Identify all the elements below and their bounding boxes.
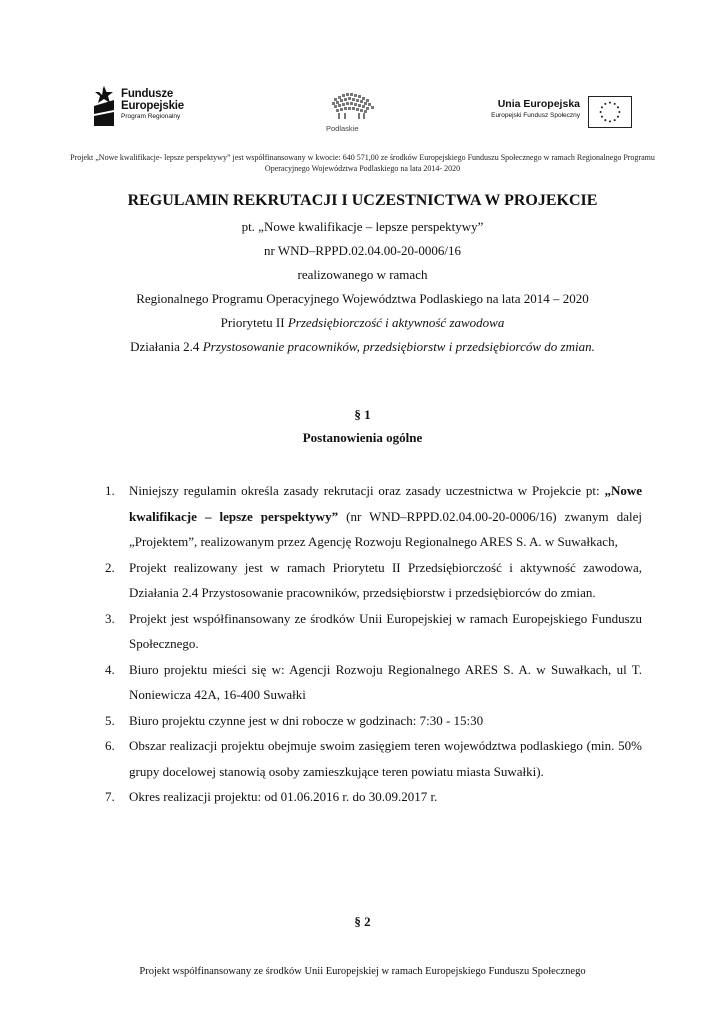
list-item: [105, 657, 642, 708]
list-item-number: 3.: [105, 610, 115, 626]
list-item-text: Okres realizacji projektu: od 01.06.2016 r. do 30.09.2017 r.: [129, 789, 438, 804]
section-1-title: Postanowienia ogólne: [302, 430, 423, 445]
list-item: [105, 478, 642, 555]
list-item: [105, 784, 642, 810]
action-name: Przystosowanie pracowników, przedsiębiorstw i przedsiębiorców do zmian.: [202, 339, 595, 354]
list-item: [105, 555, 642, 606]
logo-fundusze-line3: Program Regionalny: [121, 113, 181, 120]
list-item-number: 6.: [105, 738, 115, 753]
list-item-text: Biuro projektu czynne jest w dni robocze w godzinach: 7:30 - 15:30: [129, 712, 484, 728]
logo-ue-line2: Europejski Fundusz Społeczny: [491, 112, 580, 119]
list-item-text: Biuro projektu mieści się w: Agencji Rozwoju Regionalnego ARES S. A. w Suwałkach, ul T. Noniewicza 42A, 16-400 Suwałki: [129, 661, 642, 702]
logo-ue-line1: Unia Europejska: [497, 98, 580, 110]
list-item-text-cont: (nr WND–RPPD.02.04.00-20-0006/16) zwanym dalej „Projektem”, realizowanym przez Agencję Rozwoju Regionalnego ARES S. A. w Suwałkach,: [129, 508, 642, 549]
list-item-number: 7.: [105, 789, 115, 804]
unia-europejska-logo: [482, 96, 632, 132]
program-line: Regionalnego Programu Operacyjnego Województwa Podlaskiego na lata 2014 – 2020: [136, 291, 589, 306]
page-title: REGULAMIN REKRUTACJI I UCZESTNICTWA W PROJEKCIE: [127, 192, 598, 209]
project-title-bold: „Nowe kwalifikacje – lepsze perspektywy”: [129, 483, 642, 524]
list-item: [105, 606, 642, 657]
list-item-text: Projekt jest współfinansowany ze środków Unii Europejskiej w ramach Europejskiego Funduszu Społecznego.: [129, 610, 642, 651]
priority-prefix: Priorytetu II: [220, 315, 288, 330]
project-number: nr WND–RPPD.02.04.00-20-0006/16: [264, 243, 461, 258]
project-name: pt. „Nowe kwalifikacje – lepsze perspektywy”: [241, 219, 484, 234]
list-item-number: 4.: [105, 661, 115, 677]
priority-name: Przedsiębiorczość i aktywność zawodowa: [287, 315, 505, 330]
list-item-text: Niniejszy regulamin określa zasady rekrutacji oraz zasady uczestnictwa w Projekcie pt:: [129, 483, 605, 498]
list-item-text: Obszar realizacji projektu obejmuje swoim zasięgiem teren województwa podlaskiego (min. 50% grupy docelowej stanowią osoby zamieszkujące teren powiatu miasta Suwałki).: [129, 738, 642, 779]
list-item-text: Projekt realizowany jest w ramach Priorytetu II Przedsiębiorczość i aktywność zawodowa, Działania 2.4 Przystosowanie pracowników, przedsiębiorstw i przedsiębiorców do zmian.: [129, 559, 642, 600]
rules-list: [105, 478, 642, 810]
page-footer: Projekt współfinansowany ze środków Unii Europejskiej w ramach Europejskiego Funduszu Społecznego: [139, 966, 586, 977]
action-line: [40, 335, 685, 359]
fundusze-europejskie-logo: [92, 84, 202, 132]
fundusze-europejskie-star-icon: [92, 86, 116, 126]
list-item: [105, 733, 642, 784]
logo-fundusze-line2: Europejskie: [121, 100, 184, 112]
funding-note: Projekt „Nowe kwalifikacje- lepsze perspektywy” jest współfinansowany w kwocie: 640 571,00 ze środków Europejskiego Funduszu Społecznego w ramach Regionalnego Programu Operacyjnego Województwa Podlaskiego na lata 2014- 2020: [70, 153, 655, 173]
podlaskie-logo: [326, 92, 380, 136]
title-block: [40, 189, 685, 359]
logo-podlaskie-caption: Podlaskie: [326, 124, 359, 133]
list-item-number: 1.: [105, 483, 115, 498]
realized-line: realizowanego w ramach: [297, 267, 428, 282]
section-2-number: § 2: [354, 914, 371, 929]
list-item: [105, 708, 642, 734]
section-1-number: § 1: [354, 407, 371, 422]
list-item-number: 5.: [105, 712, 115, 728]
list-item-number: 2.: [105, 559, 115, 575]
priority-line: [40, 311, 685, 335]
logo-fundusze-line1: Fundusze: [121, 88, 174, 100]
bison-icon: [330, 92, 376, 122]
eu-flag-icon: [588, 96, 632, 128]
action-prefix: Działania 2.4: [130, 339, 203, 354]
